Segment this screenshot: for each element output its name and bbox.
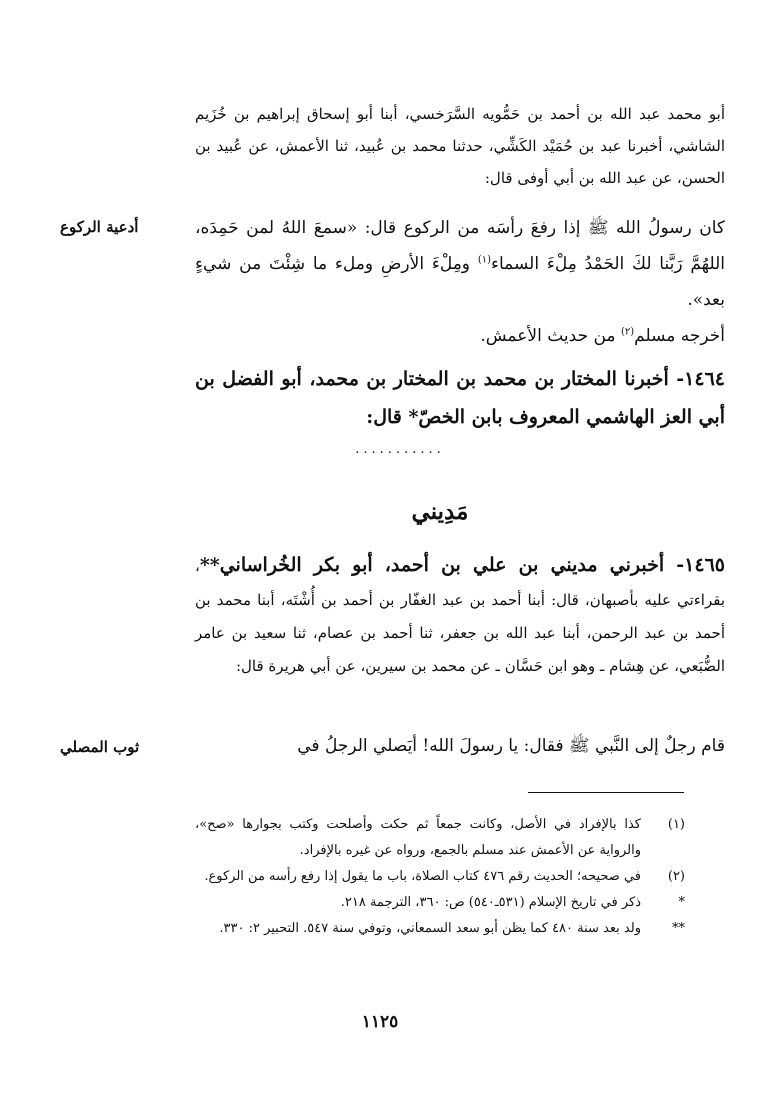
entry-1465 xyxy=(195,546,725,683)
footnote-text: ولد بعد سنة ٤٨٠ كما يظن أبو سعد السمعاني، وتوفي سنة ٥٤٧. التحبير ٢: ٣٣٠. xyxy=(219,921,641,936)
footnote-separator xyxy=(528,792,684,793)
takhrij-line xyxy=(195,318,725,354)
matn-text-b: ومِلْءَ الأرضِ وملء ما شِئْتَ من شيءٍ بعد». xyxy=(195,254,725,310)
footnote-text: ذكر في تاريخ الإسلام (٥٣١ـ٥٤٠) ص: ٣٦٠، الترجمة ٢١٨. xyxy=(340,895,641,910)
takhrij-text-a: أخرجه مسلم xyxy=(634,326,725,346)
footnote-2 xyxy=(195,864,685,890)
footnote-text: في صحيحه؛ الحديث رقم ٤٧٦ كتاب الصلاة، باب ما يقول إذا رفع رأسه من الركوع. xyxy=(204,869,641,884)
footnote-ref-1: (١) xyxy=(477,254,491,266)
isnad-paragraph-1: أبو محمد عبد الله بن أحمد بن حَمُّويه السَّرَخسي، أبنا أبو إسحاق إبراهيم بن خُزَيم الشاشي، أخبرنا عبد بن حُمَيْد الكَشِّي، حدثنا محمد بن عُبيد، ثنا الأعمش، عن عُبيد بن الحسن، عن عبد الله بن أبي أوفى قال: xyxy=(195,105,725,187)
footnote-number: ** xyxy=(672,921,685,936)
entry-1465-isnad: ، بقراءتي عليه بأصبهان، قال: أبنا أحمد بن عبد الغفّار بن أحمد بن أُشْتَه، أبنا محمد بن أحمد بن عبد الرحمن، أبنا عبد الله بن جعفر، ثنا أحمد بن عصام، ثنا سعيد بن عامر الضُّبَعي، عن هِشام ـ وهو ابن حَسَّان ـ عن محمد بن سيرين، عن أبي هريرة قال: xyxy=(195,557,725,675)
section-title: مَدِيني xyxy=(411,498,469,525)
ellipsis-dots: ........... xyxy=(355,442,445,457)
margin-label-thawb: ثوب المصلي xyxy=(60,738,140,756)
matn-paragraph-1 xyxy=(195,210,725,318)
footnote-double-star xyxy=(195,916,685,942)
takhrij-text-b: من حديث الأعمش. xyxy=(480,326,621,346)
footnote-number: (١) xyxy=(667,817,685,832)
footnote-text: كذا بالإفراد في الأصل، وكانت جمعاً ثم حكت وأصلحت وكتب بجوارها «صح»، والرواية عن الأعمش عند مسلم بالجمع، ورواه عن غيره بالإفراد. xyxy=(195,817,641,858)
footnote-1 xyxy=(195,812,685,864)
entry-1465-heading: ١٤٦٥- أخبرني مديني بن علي بن أحمد، أبو بكر الخُراساني** xyxy=(199,554,725,576)
footnote-star xyxy=(195,890,685,916)
entry-1464: ١٤٦٤- أخبرنا المختار بن محمد بن المختار بن محمد، أبو الفضل بن أبي العز الهاشمي المعروف بابن الخصّ* قال: xyxy=(195,368,725,428)
margin-label-ruku: أدعية الركوع xyxy=(60,218,139,236)
matn-text-a: كان رسولُ الله ﷺ إذا رفعَ رأسَه من الركوع قال: «سمعَ اللهُ لمن حَمِدَه، اللهُمَّ رَبَّنا لكَ الحَمْدُ مِلْءَ السماء xyxy=(195,218,725,274)
page-number: ١١٢٥ xyxy=(361,1012,399,1032)
footnote-number: * xyxy=(678,895,685,910)
matn-paragraph-2: قام رجلٌ إلى النَّبي ﷺ فقال: يا رسولَ الله! أيَصلي الرجلُ في xyxy=(297,736,725,756)
footnote-ref-2: (٢) xyxy=(620,326,635,338)
footnotes xyxy=(195,812,685,942)
footnote-number: (٢) xyxy=(667,869,685,884)
